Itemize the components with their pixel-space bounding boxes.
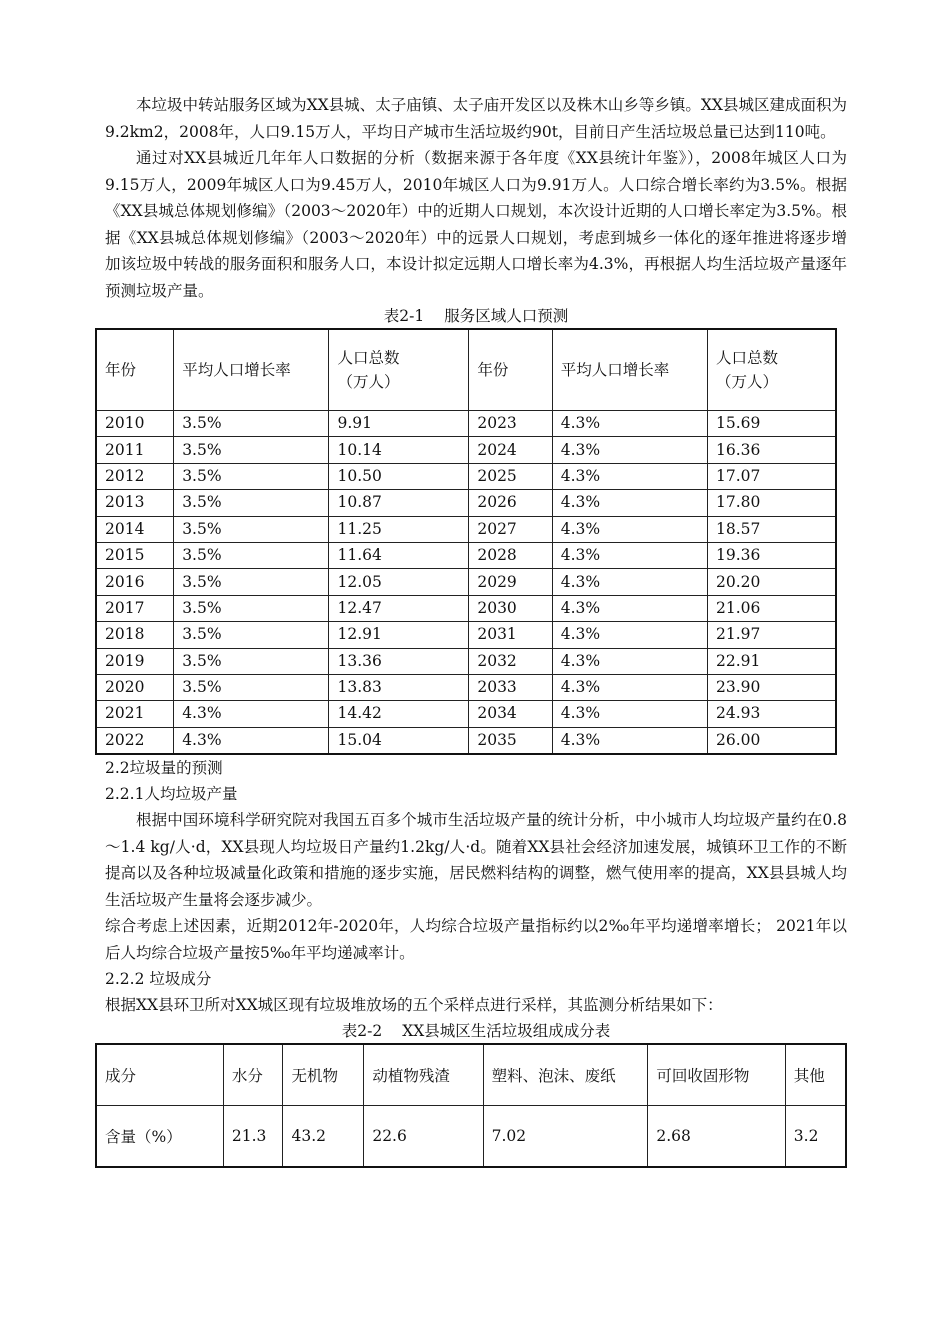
table-row	[96, 463, 836, 489]
year-cell: 2014	[96, 516, 174, 542]
growth-rate-cell: 4.3%	[552, 595, 707, 621]
growth-rate-cell: 4.3%	[552, 437, 707, 463]
year-cell: 2030	[469, 595, 552, 621]
paragraph-growth-assumption: 综合考虑上述因素，近期2012年-2020年，人均综合垃圾产量指标约以2‰年平均递增率增长； 2021年以后人均综合垃圾产量按5‰年平均递减率计。	[105, 917, 847, 962]
year-cell: 2025	[469, 463, 552, 489]
population-cell: 14.42	[329, 701, 469, 727]
table2-caption-number: 表2-2	[341, 1021, 383, 1040]
document-page	[105, 92, 847, 1168]
table-row	[96, 701, 836, 727]
growth-rate-cell: 4.3%	[552, 516, 707, 542]
growth-rate-cell: 4.3%	[552, 569, 707, 595]
table1-header-row	[96, 329, 836, 411]
growth-rate-cell: 4.3%	[552, 648, 707, 674]
growth-rate-cell: 4.3%	[552, 463, 707, 489]
composition-value-cell: 3.2	[785, 1105, 846, 1167]
growth-rate-cell: 4.3%	[552, 542, 707, 568]
population-cell: 21.06	[708, 595, 836, 621]
table2-value-row	[96, 1105, 846, 1167]
paragraph-service-area: 本垃圾中转站服务区域为XX县城、太子庙镇、太子庙开发区以及株木山乡等乡镇。XX县城区建成面积为9.2km2，2008年，人口9.15万人，平均日产城市生活垃圾约90t，目前日产生活垃圾总量已达到110吨。	[105, 96, 847, 141]
section-heading-2-2-2: 2.2.2 垃圾成分	[105, 970, 212, 989]
year-cell: 2017	[96, 595, 174, 621]
table1-header-growth-rate-2: 平均人口增长率	[552, 329, 707, 411]
table2-header-row	[96, 1044, 846, 1106]
year-cell: 2021	[96, 701, 174, 727]
table1-header-growth-rate: 平均人口增长率	[174, 329, 329, 411]
growth-rate-cell: 3.5%	[174, 411, 329, 437]
population-cell: 22.91	[708, 648, 836, 674]
table1-header-population	[329, 329, 469, 411]
growth-rate-cell: 3.5%	[174, 490, 329, 516]
table1-header-population-label: 人口总数	[337, 349, 400, 367]
year-cell: 2013	[96, 490, 174, 516]
growth-rate-cell: 4.3%	[552, 622, 707, 648]
table-row	[96, 674, 836, 700]
growth-rate-cell: 3.5%	[174, 648, 329, 674]
composition-header-cell: 其他	[785, 1044, 846, 1106]
population-cell: 17.07	[708, 463, 836, 489]
year-cell: 2023	[469, 411, 552, 437]
growth-rate-cell: 4.3%	[552, 674, 707, 700]
growth-rate-cell: 3.5%	[174, 542, 329, 568]
table1-caption-title: 服务区域人口预测	[444, 307, 569, 325]
growth-rate-cell: 4.3%	[552, 411, 707, 437]
population-cell: 24.93	[708, 701, 836, 727]
growth-rate-cell: 4.3%	[174, 727, 329, 754]
growth-rate-cell: 4.3%	[552, 490, 707, 516]
composition-value-cell: 含量（%）	[96, 1105, 223, 1167]
composition-value-cell: 2.68	[648, 1105, 785, 1167]
population-cell: 15.04	[329, 727, 469, 754]
table1-header-population-2	[708, 329, 836, 411]
composition-value-cell: 21.3	[223, 1105, 283, 1167]
section-heading-2-2: 2.2垃圾量的预测	[105, 759, 223, 778]
year-cell: 2024	[469, 437, 552, 463]
composition-header-cell: 可回收固形物	[648, 1044, 785, 1106]
population-forecast-table	[95, 328, 837, 755]
growth-rate-cell: 4.3%	[552, 727, 707, 754]
table1-header-year-2: 年份	[469, 329, 552, 411]
year-cell: 2016	[96, 569, 174, 595]
population-cell: 12.47	[329, 595, 469, 621]
table-row	[96, 569, 836, 595]
population-cell: 13.36	[329, 648, 469, 674]
population-cell: 10.87	[329, 490, 469, 516]
population-cell: 13.83	[329, 674, 469, 700]
table2-caption	[105, 1019, 847, 1043]
composition-header-cell: 动植物残渣	[364, 1044, 483, 1106]
population-cell: 16.36	[708, 437, 836, 463]
table2-caption-title: XX县城区生活垃圾组成成分表	[402, 1021, 611, 1040]
growth-rate-cell: 4.3%	[552, 701, 707, 727]
population-cell: 12.05	[329, 569, 469, 595]
table1-caption	[105, 304, 847, 328]
population-cell: 19.36	[708, 542, 836, 568]
table-row	[96, 727, 836, 754]
table1-header-population-label-2: 人口总数	[716, 349, 779, 367]
composition-header-cell: 水分	[223, 1044, 283, 1106]
growth-rate-cell: 3.5%	[174, 463, 329, 489]
year-cell: 2022	[96, 727, 174, 754]
table1-header-year: 年份	[96, 329, 174, 411]
growth-rate-cell: 3.5%	[174, 437, 329, 463]
table-row	[96, 490, 836, 516]
population-cell: 12.91	[329, 622, 469, 648]
composition-header-cell: 塑料、泡沫、废纸	[483, 1044, 648, 1106]
year-cell: 2029	[469, 569, 552, 595]
waste-composition-table	[95, 1043, 847, 1168]
population-cell: 11.25	[329, 516, 469, 542]
year-cell: 2015	[96, 542, 174, 568]
year-cell: 2011	[96, 437, 174, 463]
year-cell: 2018	[96, 622, 174, 648]
table1-header-population-unit-2: （万人）	[716, 373, 779, 391]
table-row	[96, 516, 836, 542]
year-cell: 2034	[469, 701, 552, 727]
growth-rate-cell: 3.5%	[174, 569, 329, 595]
section-heading-2-2-1: 2.2.1人均垃圾产量	[105, 785, 238, 804]
table-row	[96, 437, 836, 463]
year-cell: 2019	[96, 648, 174, 674]
population-cell: 20.20	[708, 569, 836, 595]
paragraph-sampling: 根据XX县环卫所对XX城区现有垃圾堆放场的五个采样点进行采样，其监测分析结果如下：	[105, 996, 723, 1015]
year-cell: 2031	[469, 622, 552, 648]
population-cell: 26.00	[708, 727, 836, 754]
population-cell: 23.90	[708, 674, 836, 700]
year-cell: 2027	[469, 516, 552, 542]
composition-value-cell: 22.6	[364, 1105, 483, 1167]
population-cell: 11.64	[329, 542, 469, 568]
table-row	[96, 622, 836, 648]
population-cell: 10.14	[329, 437, 469, 463]
table-row	[96, 648, 836, 674]
paragraph-population-analysis: 通过对XX县城近几年年人口数据的分析（数据来源于各年度《XX县统计年鉴》），2008年城区人口为9.15万人，2009年城区人口为9.45万人，2010年城区人口为9.91万人。人口综合增长率约为3.5%。根据《XX县城总体规划修编》（2003～2020年）中的近期人口规划，本次设计近期的人口增长率定为3.5%。根据《XX县城总体规划修编》（2003～2020年）中的远景人口规划，考虑到城乡一体化的逐年推进将逐步增加该垃圾中转战的服务面积和服务人口，本设计拟定远期人口增长率为4.3%，再根据人均生活垃圾产量逐年预测垃圾产量。	[105, 149, 847, 300]
population-cell: 9.91	[329, 411, 469, 437]
paragraph-per-capita-waste: 根据中国环境科学研究院对我国五百多个城市生活垃圾产量的统计分析，中小城市人均垃圾产量约在0.8～1.4 kg/人·d，XX县现人均垃圾日产量约1.2kg/人·d。随着XX县社会经济加速发展，城镇环卫工作的不断提高以及各种垃圾减量化政策和措施的逐步实施，居民燃料结构的调整，燃气使用率的提高，XX县县城人均生活垃圾产生量将会逐步减少。	[105, 811, 847, 909]
table1-caption-number: 表2-1	[383, 307, 425, 325]
table-row	[96, 595, 836, 621]
table-row	[96, 542, 836, 568]
year-cell: 2010	[96, 411, 174, 437]
population-cell: 18.57	[708, 516, 836, 542]
population-cell: 17.80	[708, 490, 836, 516]
year-cell: 2028	[469, 542, 552, 568]
growth-rate-cell: 3.5%	[174, 622, 329, 648]
growth-rate-cell: 4.3%	[174, 701, 329, 727]
table1-header-population-unit: （万人）	[337, 373, 400, 391]
growth-rate-cell: 3.5%	[174, 674, 329, 700]
composition-value-cell: 7.02	[483, 1105, 648, 1167]
composition-value-cell: 43.2	[283, 1105, 364, 1167]
year-cell: 2032	[469, 648, 552, 674]
year-cell: 2012	[96, 463, 174, 489]
year-cell: 2020	[96, 674, 174, 700]
year-cell: 2033	[469, 674, 552, 700]
population-cell: 10.50	[329, 463, 469, 489]
year-cell: 2035	[469, 727, 552, 754]
year-cell: 2026	[469, 490, 552, 516]
growth-rate-cell: 3.5%	[174, 516, 329, 542]
growth-rate-cell: 3.5%	[174, 595, 329, 621]
table-row	[96, 411, 836, 437]
composition-header-cell: 成分	[96, 1044, 223, 1106]
composition-header-cell: 无机物	[283, 1044, 364, 1106]
population-cell: 15.69	[708, 411, 836, 437]
population-cell: 21.97	[708, 622, 836, 648]
